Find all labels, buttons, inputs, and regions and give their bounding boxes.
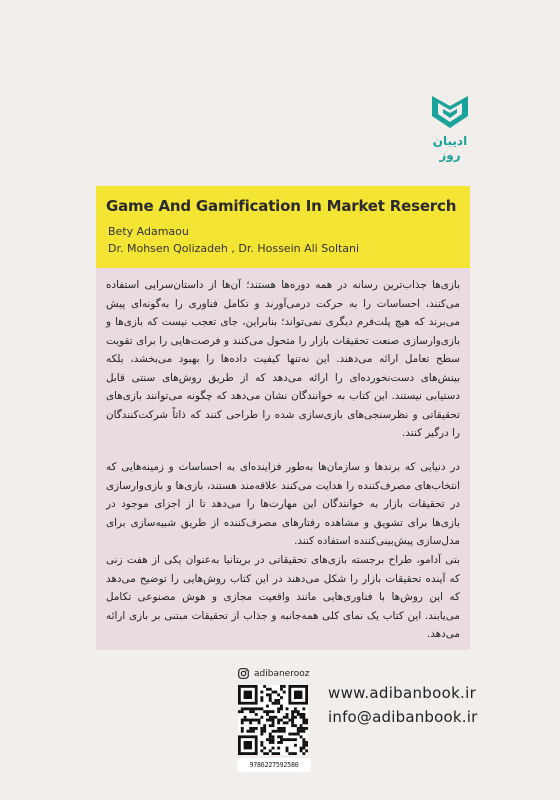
- publisher-name: ادیبان روز: [432, 134, 468, 162]
- description-paragraph: بازی‌ها جذاب‌ترین رسانه در همه دوره‌ها هستند؛ آن‌ها از داستان‌سرایی استفاده می‌کنند، احساسات را به حرکت درمی‌آورند و تکامل فناوری را به‌گونه‌ای پیش می‌برند که هیچ پلت‌فرم دیگری نمی‌تواند؛ بنابراین، جای تعجب نیست که بازی‌ها و بازی‌وارسازی صنعت تحقیقات بازار را متحول می‌کنند و فرصت‌هایی را برای تقویت سطح تعامل ارائه می‌دهند. این نه‌تنها کیفیت داده‌ها را بهبود می‌بخشد، بلکه بینش‌های دست‌نخورده‌ای را ارائه می‌دهد که از طریق روش‌های سنتی قابل دستیابی نیستند. این کتاب به خوانندگان نشان می‌دهد که چگونه می‌توانند بازی‌های تحقیقاتی و نظرسنجی‌های بازی‌سازی شده را طراحی کنند که ذاتاً شرکت‌کنندگان را درگیر کنند.: [106, 279, 460, 439]
- book-title: Game And Gamification In Market Reserch: [106, 197, 457, 215]
- instagram-handle[interactable]: [238, 668, 309, 679]
- qr-code[interactable]: [238, 685, 308, 755]
- description-paragraph: در دنیایی که برندها و سازمان‌ها به‌طور فزاینده‌ای به احساسات و زمینه‌هایی که انتخاب‌های مصرف‌کننده را هدایت می‌کنند علاقه‌مند هستند، بازی‌ها و بازی‌وارسازی در تحقیقات بازار به خوانندگان این مهارت‌ها را می‌دهد تا از اجزای موجود در بازی‌ها برای تشویق و مشاهده رفتارهای مصرف‌کننده از طریق شبیه‌سازی برای مدل‌سازی پیش‌بینی‌کننده استفاده کنند.: [106, 461, 460, 547]
- description-panel: [96, 268, 470, 650]
- translators-line: Dr. Mohsen Qolizadeh , Dr. Hossein Ali Soltani: [108, 242, 360, 255]
- isbn-barcode: 9786227592580: [237, 758, 311, 772]
- qr-code-icon: [238, 685, 308, 755]
- instagram-label: adibanerooz: [254, 668, 310, 679]
- book-logo-icon: [428, 92, 472, 132]
- description-paragraph: بتی آدامو، طراح برجسته بازی‌های تحقیقاتی در بریتانیا به‌عنوان یکی از هفت زنی که آینده تحقیقات بازار را شکل می‌دهند در این کتاب روش‌هایی را توضیح می‌دهد که این روش‌ها با فناوری‌هایی مانند واقعیت مجازی و هوش مصنوعی تکامل می‌یابند. این کتاب یک نمای کلی همه‌جانبه و جذاب از تحقیقات مبتنی بر بازی ارائه می‌دهد.: [106, 554, 460, 640]
- title-block: [96, 186, 470, 268]
- publisher-logo: [422, 92, 478, 162]
- email-link[interactable]: info@adibanbook.ir: [328, 708, 478, 726]
- website-link[interactable]: www.adibanbook.ir: [328, 684, 477, 702]
- author-line: Bety Adamaou: [108, 225, 189, 238]
- instagram-icon: [238, 668, 249, 679]
